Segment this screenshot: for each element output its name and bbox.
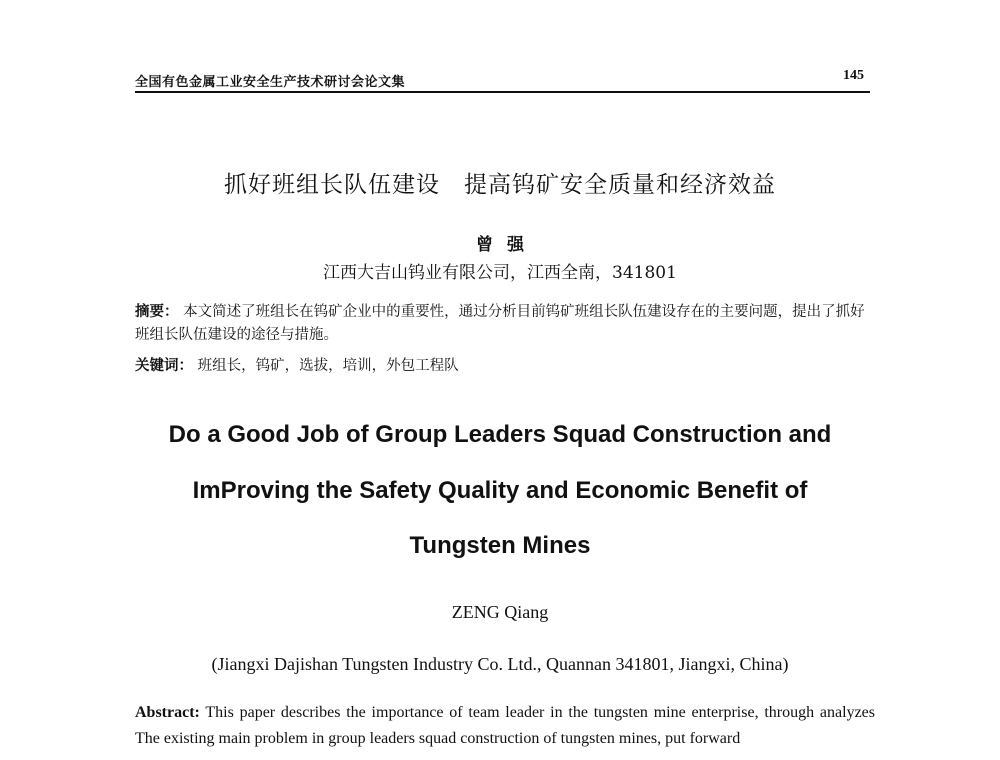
- english-title-line-2: ImProving the Safety Quality and Economic Benefit of: [192, 477, 808, 504]
- chinese-abstract-text: 本文简述了班组长在钨矿企业中的重要性，通过分析目前钨矿班组长队伍建设存在的主要问题，提出了抓好班组长队伍建设的途径与措施。: [135, 304, 865, 343]
- english-title-line-1: Do a Good Job of Group Leaders Squad Construction and: [168, 421, 832, 448]
- chinese-affiliation: 江西大吉山钨业有限公司，江西全南，341801: [323, 263, 677, 283]
- chinese-title: 抓好班组长队伍建设 提高钨矿安全质量和经济效益: [224, 172, 776, 198]
- chinese-keywords-label: 关键词：: [135, 357, 193, 374]
- proceedings-title: 全国有色金属工业安全生产技术研讨会论文集: [135, 75, 406, 90]
- english-affiliation: (Jiangxi Dajishan Tungsten Industry Co. Ltd., Quannan 341801, Jiangxi, China): [211, 654, 789, 674]
- english-abstract-label: Abstract:: [135, 704, 200, 721]
- chinese-keywords: [135, 354, 875, 378]
- english-title-line-3: Tungsten Mines: [409, 532, 591, 559]
- chinese-author: 曾强: [476, 235, 538, 255]
- page-number: 145: [843, 68, 864, 83]
- chinese-abstract-label: 摘要：: [135, 303, 179, 320]
- header-rule: [135, 91, 870, 93]
- english-abstract: [135, 700, 875, 752]
- chinese-abstract: [135, 300, 875, 347]
- chinese-keywords-text: 班组长，钨矿，选拔，培训，外包工程队: [193, 358, 459, 374]
- english-abstract-text: This paper describes the importance of team leader in the tungsten mine enterprise, through analyzes The existing main problem in group leaders squad construction of tungsten mines, put forward: [135, 704, 875, 747]
- english-author: ZENG Qiang: [451, 602, 549, 622]
